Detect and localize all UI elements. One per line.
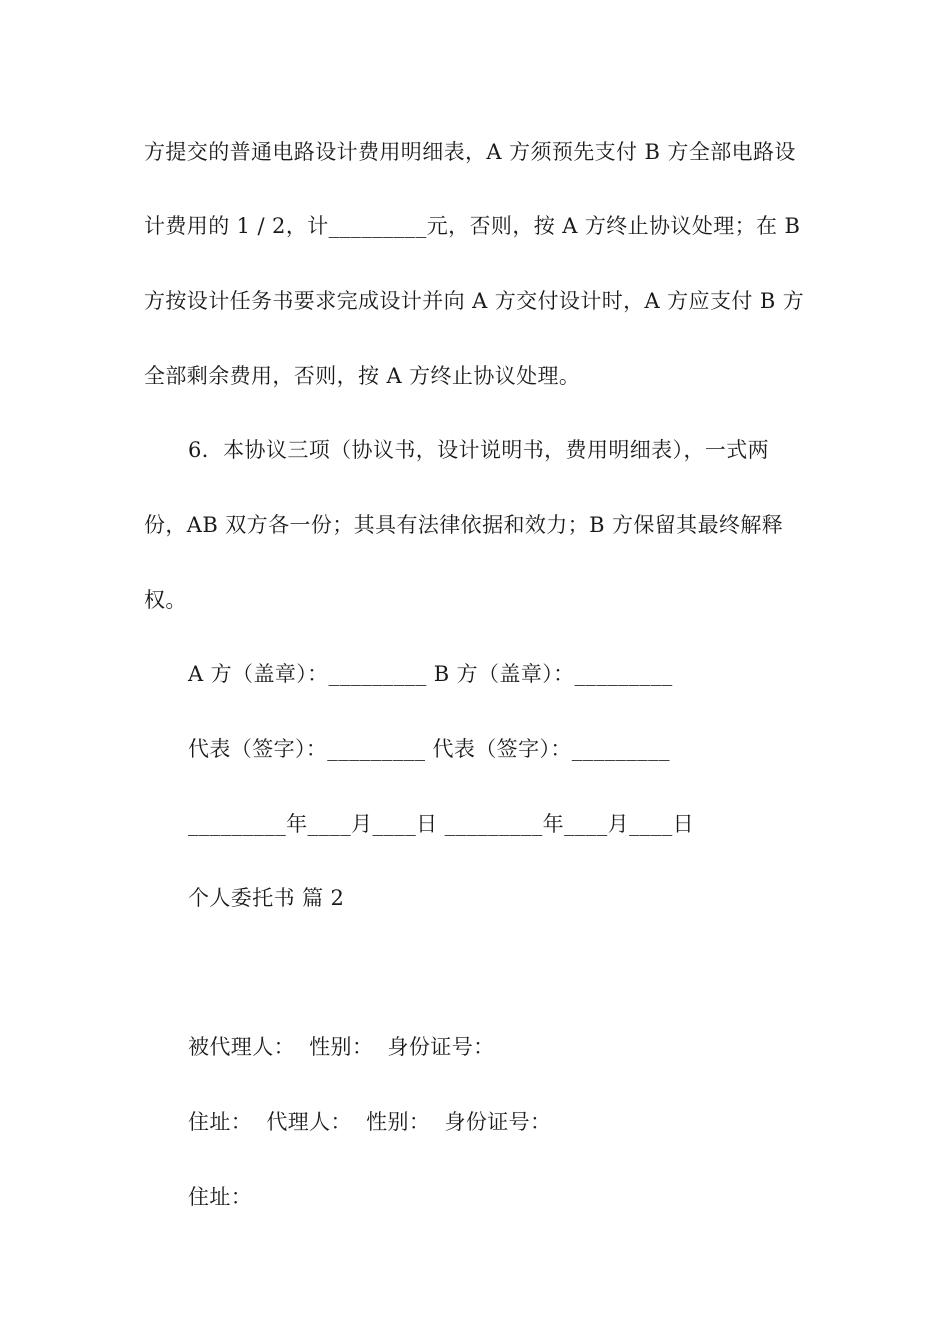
- form-field-line-1: 被代理人： 性别： 身份证号：: [188, 1035, 495, 1059]
- representative-signature-line: 代表（签字）：_________ 代表（签字）：_________: [188, 737, 670, 761]
- form-field-line-3: 住址：: [188, 1185, 253, 1209]
- paragraph-5-line-2: 计费用的 1 / 2，计_________元，否则，按 A 方终止协议处理；在 B: [144, 214, 801, 238]
- paragraph-5-line-1: 方提交的普通电路设计费用明细表，A 方须预先支付 B 方全部电路设: [144, 140, 796, 164]
- paragraph-6-line-1: 6．本协议三项（协议书，设计说明书，费用明细表），一式两: [188, 438, 770, 462]
- form-field-line-2: 住址： 代理人： 性别： 身份证号：: [188, 1110, 552, 1134]
- section-heading: 个人委托书 篇 2: [188, 886, 345, 910]
- paragraph-5-line-4: 全部剩余费用，否则，按 A 方终止协议处理。: [144, 364, 581, 388]
- seal-line: A 方（盖章）：_________ B 方（盖章）：_________: [188, 662, 673, 686]
- paragraph-5-line-3: 方按设计任务书要求完成设计并向 A 方交付设计时，A 方应支付 B 方: [144, 289, 805, 313]
- date-line: _________年____月____日 _________年____月____日: [188, 812, 695, 836]
- paragraph-6-line-2: 份，AB 双方各一份；其具有法律依据和效力；B 方保留其最终解释: [144, 513, 784, 537]
- paragraph-6-line-3: 权。: [144, 588, 187, 612]
